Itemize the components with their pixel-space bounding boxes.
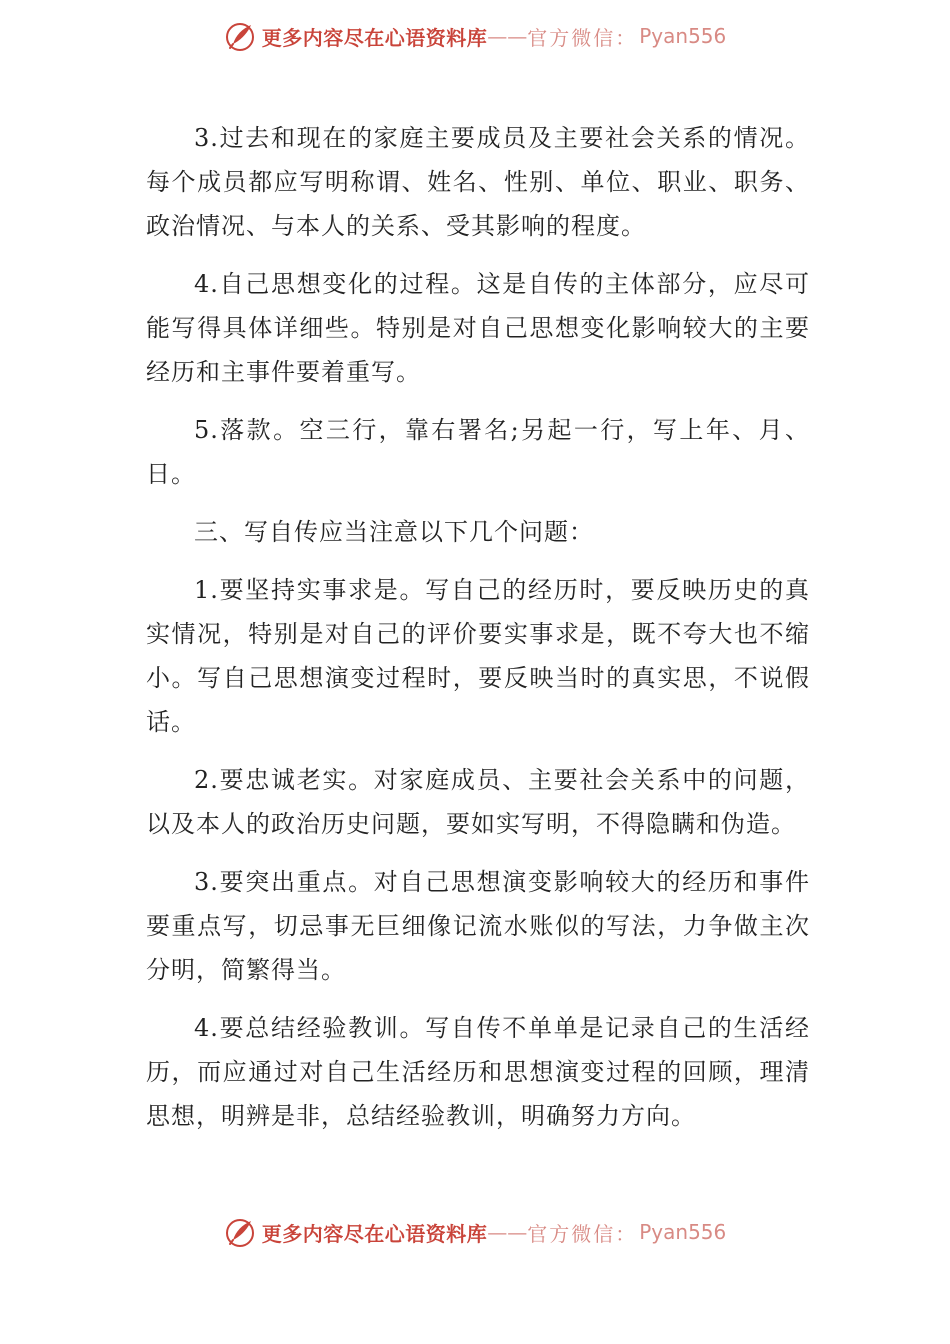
paragraph: 1.要坚持实事求是。写自己的经历时，要反映历史的真实情况，特别是对自己的评价要实事求是，既不夸大也不缩小。写自己思想演变过程时，要反映当时的真实思，不说假话。	[146, 576, 810, 736]
header-main-text: 更多内容尽在心语资料库	[261, 25, 488, 50]
paragraph: 3.要突出重点。对自己思想演变影响较大的经历和事件要重点写，切忌事无巨细像记流水账似的写法，力争做主次分明，简繁得当。	[146, 868, 810, 984]
feather-pen-logo-icon	[224, 20, 256, 52]
footer-main-text: 更多内容尽在心语资料库	[261, 1221, 488, 1246]
footer-wechat-id: Pyan556	[639, 1220, 727, 1244]
document-body	[146, 116, 810, 1152]
header-wechat-id: Pyan556	[639, 24, 727, 48]
footer-dash: ——	[487, 1220, 528, 1244]
footer-banner	[0, 1212, 950, 1252]
paragraph: 4.要总结经验教训。写自传不单单是记录自己的生活经历，而应通过对自己生活经历和思想演变过程的回顾，理清思想，明辨是非，总结经验教训，明确努力方向。	[146, 1014, 810, 1130]
header-dash: ——	[487, 24, 528, 48]
footer-wechat-label: 官方微信：	[527, 1221, 638, 1246]
header-wechat-label: 官方微信：	[527, 25, 638, 50]
paragraph: 3.过去和现在的家庭主要成员及主要社会关系的情况。每个成员都应写明称谓、姓名、性别、单位、职业、职务、政治情况、与本人的关系、受其影响的程度。	[146, 124, 810, 240]
section-heading: 三、写自传应当注意以下几个问题：	[194, 518, 594, 546]
header-banner	[0, 16, 950, 56]
paragraph: 5.落款。空三行，靠右署名;另起一行，写上年、月、日。	[146, 416, 810, 488]
feather-pen-logo-icon	[224, 1216, 256, 1248]
paragraph: 2.要忠诚老实。对家庭成员、主要社会关系中的问题，以及本人的政治历史问题，要如实写明，不得隐瞒和伪造。	[146, 766, 810, 838]
paragraph: 4.自己思想变化的过程。这是自传的主体部分，应尽可能写得具体详细些。特别是对自己思想变化影响较大的主要经历和主事件要着重写。	[146, 270, 810, 386]
